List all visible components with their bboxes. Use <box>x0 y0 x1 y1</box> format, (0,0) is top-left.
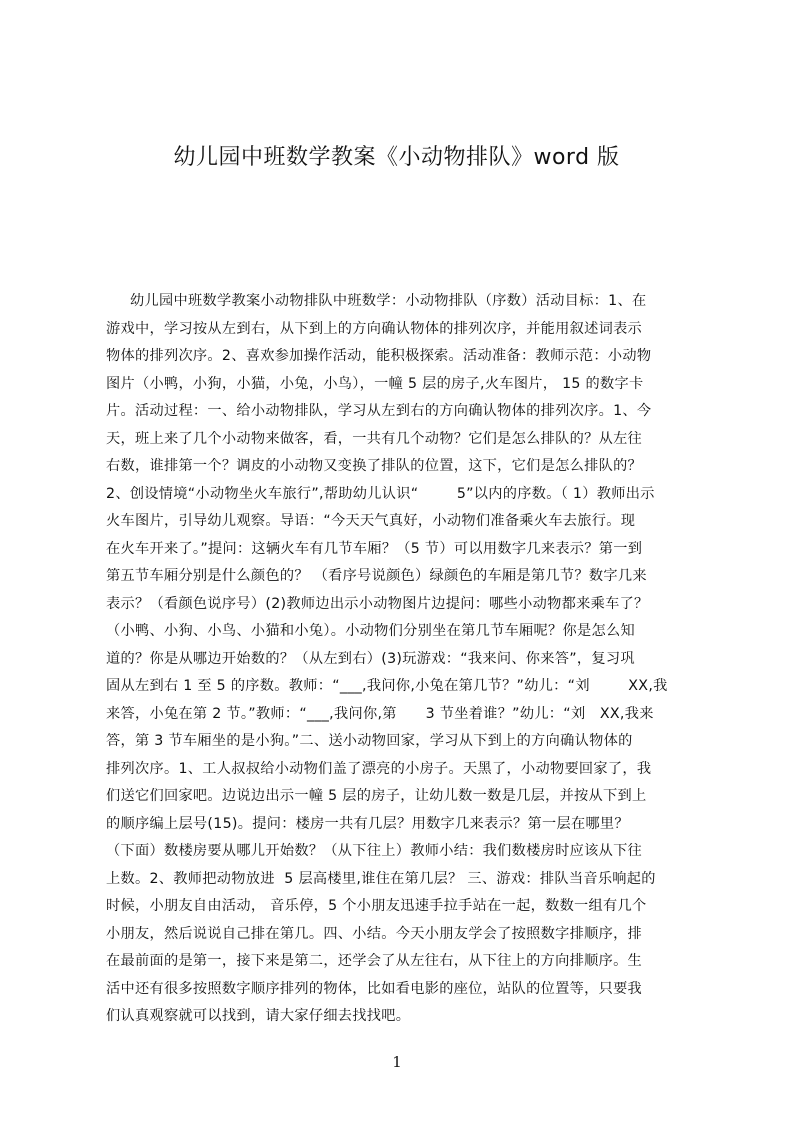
body-line: 右数，谁排第一个？调皮的小动物又变换了排队的位置，这下，它们是怎么排队的？ <box>106 458 643 474</box>
body-line: 上数。2、教师把动物放进 5 层高楼里,谁住在第几层？ 三、游戏：排队当音乐响起的 <box>106 870 656 887</box>
body-line: 片。活动过程：一、给小动物排队，学习从左到右的方向确认物体的排列次序。1、今 <box>106 403 652 419</box>
body-line: 排列次序。1、工人叔叔给小动物们盖了漂亮的小房子。天黑了，小动物要回家了，我 <box>106 760 652 777</box>
document-title: 幼儿园中班数学教案《小动物排队》word 版 <box>173 145 620 170</box>
body-line: 2、创设情境“小动物坐火车旅行”,帮助幼儿认识“ 5”以内的序数。（ 1）教师出示 <box>106 485 655 502</box>
body-line: 在火车开来了。”提问：这辆火车有几节车厢？（5 节）可以用数字几来表示？第一到 <box>106 540 643 557</box>
body-line: 答，第 3 节车厢坐的是小狗。”二、送小动物回家，学习从下到上的方向确认物体的 <box>106 733 633 749</box>
document-body <box>106 288 698 1028</box>
body-line: 表示？（看颜色说序号）(2)教师边出示小动物图片边提问：哪些小动物都来乘车了？ <box>106 595 649 612</box>
body-line: 们送它们回家吧。边说边出示一幢 5 层的房子，让幼儿数一数是几层，并按从下到上 <box>106 788 647 804</box>
body-line: 的顺序编上层号(15)。提问：楼房一共有几层？用数字几来表示？第一层在哪里？ <box>106 815 629 832</box>
page-number: 1 <box>392 1053 402 1071</box>
body-line: 火车图片，引导幼儿观察。导语：“今天天气真好，小动物们准备乘火车去旅行。现 <box>106 513 636 529</box>
body-line: 在最前面的是第一，接下来是第二，还学会了从左往右，从下往上的方向排顺序。生 <box>106 953 643 969</box>
body-line: 时候，小朋友自由活动， 音乐停，5 个小朋友迅速手拉手站在一起，数数一组有几个 <box>106 898 647 914</box>
body-line: 活中还有很多按照数字顺序排列的物体，比如看电影的座位，站队的位置等，只要我 <box>106 980 643 997</box>
body-line: 道的？你是从哪边开始数的？（从左到右）(3)玩游戏：“我来问、你来答”，复习巩 <box>106 650 635 667</box>
body-line: 第五节车厢分别是什么颜色的？ （看序号说颜色）绿颜色的车厢是第几节？数字几来 <box>106 568 647 584</box>
body-line: 物体的排列次序。2、喜欢参加操作活动，能积极探索。活动准备：教师示范：小动物 <box>106 348 652 364</box>
body-line: 来答，小兔在第 2 节。”教师：“___,我问你,第 3 节坐着谁？”幼儿：“刘 XX,我来 <box>106 705 654 722</box>
body-line: 小朋友，然后说说自己排在第几。四、小结。今天小朋友学会了按照数字排顺序，排 <box>106 925 643 942</box>
body-line: 天，班上来了几个小动物来做客，看，一共有几个动物？它们是怎么排队的？从左往 <box>106 430 643 447</box>
body-line: 图片（小鸭，小狗，小猫，小兔，小鸟），一幢 5 层的房子,火车图片， 15 的数字卡 <box>106 375 644 392</box>
body-line: 游戏中，学习按从左到右，从下到上的方向确认物体的排列次序，并能用叙述词表示 <box>106 320 643 337</box>
body-line: 幼儿园中班数学教案小动物排队中班数学：小动物排队（序数）活动目标：1、在 <box>106 293 647 309</box>
body-line: （下面）数楼房要从哪儿开始数？（从下往上）教师小结：我们数楼房时应该从下往 <box>106 843 643 859</box>
body-line: 固从左到右 1 至 5 的序数。教师：“___,我问你,小兔在第几节？”幼儿：“刘 XX,我 <box>106 678 668 694</box>
body-line: （小鸭、小狗、小鸟、小猫和小兔）。小动物们分别坐在第几节车厢呢？你是怎么知 <box>106 623 635 639</box>
body-line: 们认真观察就可以找到，请大家仔细去找找吧。 <box>106 1008 411 1024</box>
